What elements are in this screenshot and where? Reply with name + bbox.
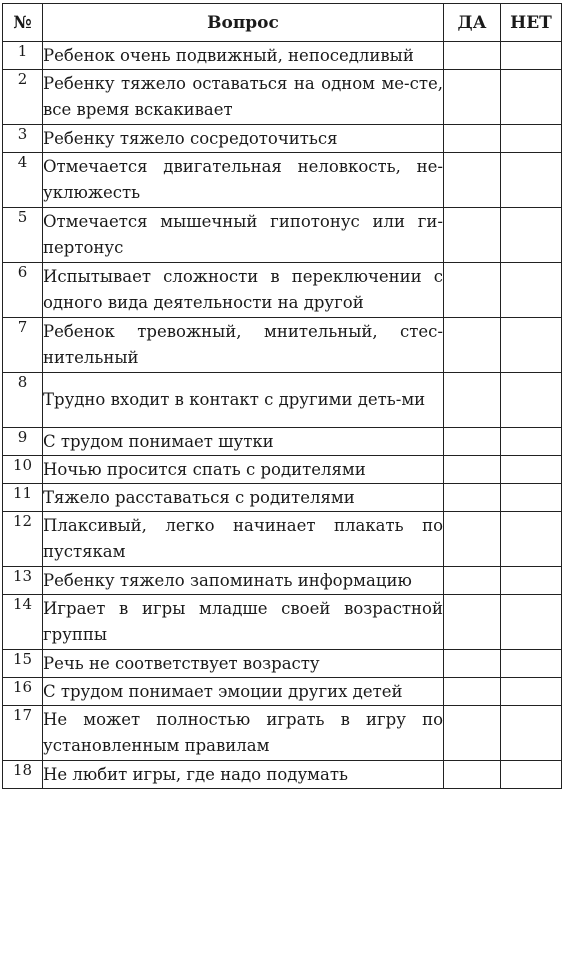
table-row (3, 456, 562, 484)
row-number: 17 (3, 706, 43, 761)
header-yes: ДА (444, 4, 501, 42)
yes-cell[interactable] (444, 678, 501, 706)
question-text: Отмечается мышечный гипотонус или ги-пертонус (43, 208, 444, 263)
row-number: 10 (3, 456, 43, 484)
row-number: 12 (3, 512, 43, 567)
row-number: 4 (3, 153, 43, 208)
header-num: № (3, 4, 43, 42)
question-text: Играет в игры младше своей возрастной группы (43, 595, 444, 650)
question-text: Ребенку тяжело оставаться на одном ме-сте, все время вскакивает (43, 70, 444, 125)
table-row (3, 428, 562, 456)
row-number: 3 (3, 125, 43, 153)
header-row (3, 4, 562, 42)
question-text: Испытывает сложности в переключении с одного вида деятельности на другой (43, 263, 444, 318)
row-number: 11 (3, 484, 43, 512)
no-cell[interactable] (501, 318, 562, 373)
no-cell[interactable] (501, 153, 562, 208)
no-cell[interactable] (501, 484, 562, 512)
no-cell[interactable] (501, 706, 562, 761)
question-text: Трудно входит в контакт с другими деть-ми (43, 373, 444, 428)
question-text: Ночью просится спать с родителями (43, 456, 444, 484)
row-number: 13 (3, 567, 43, 595)
table-row (3, 153, 562, 208)
table-row (3, 706, 562, 761)
yes-cell[interactable] (444, 456, 501, 484)
table-row (3, 761, 562, 789)
yes-cell[interactable] (444, 650, 501, 678)
row-number: 6 (3, 263, 43, 318)
row-number: 7 (3, 318, 43, 373)
table-row (3, 125, 562, 153)
no-cell[interactable] (501, 125, 562, 153)
question-text: С трудом понимает шутки (43, 428, 444, 456)
question-text: Ребенок очень подвижный, непоседливый (43, 42, 444, 70)
row-number: 8 (3, 373, 43, 428)
no-cell[interactable] (501, 42, 562, 70)
yes-cell[interactable] (444, 42, 501, 70)
header-question: Вопрос (43, 4, 444, 42)
table-row (3, 678, 562, 706)
table-row (3, 42, 562, 70)
table-row (3, 263, 562, 318)
question-text: Отмечается двигательная неловкость, не-уклюжесть (43, 153, 444, 208)
row-number: 1 (3, 42, 43, 70)
no-cell[interactable] (501, 428, 562, 456)
table-row (3, 484, 562, 512)
table-row (3, 373, 562, 428)
table-row (3, 318, 562, 373)
row-number: 5 (3, 208, 43, 263)
yes-cell[interactable] (444, 484, 501, 512)
no-cell[interactable] (501, 456, 562, 484)
row-number: 14 (3, 595, 43, 650)
table-row (3, 70, 562, 125)
question-text: Речь не соответствует возрасту (43, 650, 444, 678)
header-no: НЕТ (501, 4, 562, 42)
yes-cell[interactable] (444, 153, 501, 208)
no-cell[interactable] (501, 263, 562, 318)
question-text: Плаксивый, легко начинает плакать по пустякам (43, 512, 444, 567)
yes-cell[interactable] (444, 428, 501, 456)
table-row (3, 512, 562, 567)
yes-cell[interactable] (444, 706, 501, 761)
question-text: Тяжело расставаться с родителями (43, 484, 444, 512)
yes-cell[interactable] (444, 208, 501, 263)
yes-cell[interactable] (444, 512, 501, 567)
question-text: Не любит игры, где надо подумать (43, 761, 444, 789)
no-cell[interactable] (501, 512, 562, 567)
yes-cell[interactable] (444, 125, 501, 153)
yes-cell[interactable] (444, 70, 501, 125)
yes-cell[interactable] (444, 761, 501, 789)
row-number: 18 (3, 761, 43, 789)
no-cell[interactable] (501, 208, 562, 263)
table-row (3, 650, 562, 678)
no-cell[interactable] (501, 70, 562, 125)
row-number: 2 (3, 70, 43, 125)
yes-cell[interactable] (444, 567, 501, 595)
question-text: Ребенок тревожный, мнительный, стес-нительный (43, 318, 444, 373)
question-text: С трудом понимает эмоции других детей (43, 678, 444, 706)
table-row (3, 208, 562, 263)
table-row (3, 595, 562, 650)
yes-cell[interactable] (444, 373, 501, 428)
question-text: Ребенку тяжело запоминать информацию (43, 567, 444, 595)
yes-cell[interactable] (444, 263, 501, 318)
no-cell[interactable] (501, 595, 562, 650)
row-number: 16 (3, 678, 43, 706)
question-text: Не может полностью играть в игру по установленным правилам (43, 706, 444, 761)
row-number: 15 (3, 650, 43, 678)
no-cell[interactable] (501, 567, 562, 595)
no-cell[interactable] (501, 678, 562, 706)
table-row (3, 567, 562, 595)
question-text: Ребенку тяжело сосредоточиться (43, 125, 444, 153)
yes-cell[interactable] (444, 595, 501, 650)
questionnaire-table (2, 3, 562, 789)
row-number: 9 (3, 428, 43, 456)
no-cell[interactable] (501, 650, 562, 678)
no-cell[interactable] (501, 373, 562, 428)
no-cell[interactable] (501, 761, 562, 789)
yes-cell[interactable] (444, 318, 501, 373)
